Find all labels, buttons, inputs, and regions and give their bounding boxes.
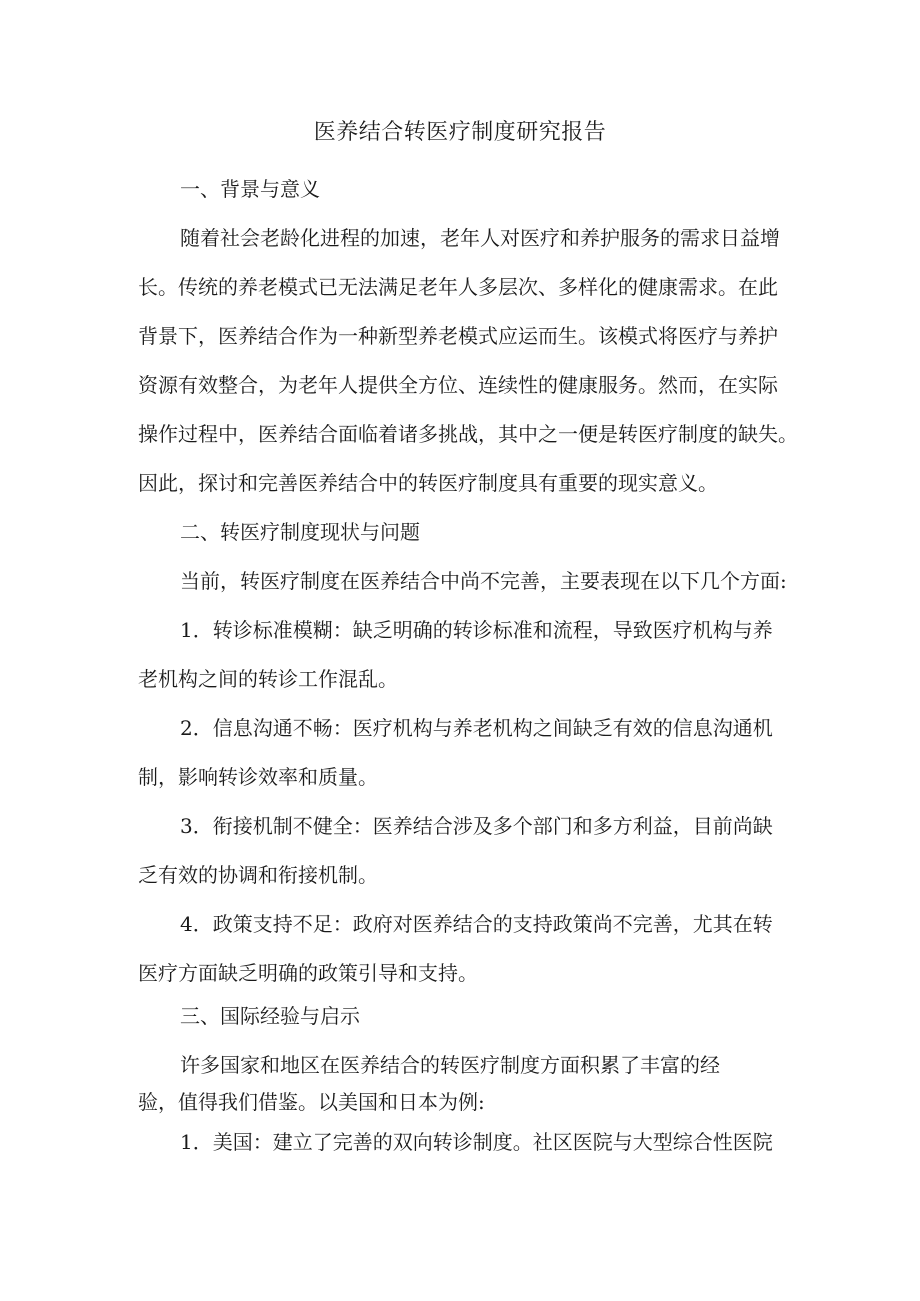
- paragraph-line: 操作过程中，医养结合面临着诸多挑战，其中之一便是转医疗制度的缺失。: [138, 422, 798, 446]
- section-heading-international: 三、国际经验与启示: [180, 1004, 360, 1028]
- list-item-line: 2．信息沟通不畅：医疗机构与养老机构之间缺乏有效的信息沟通机: [180, 716, 773, 740]
- section-heading-status: 二、转医疗制度现状与问题: [180, 520, 420, 544]
- paragraph-line: 长。传统的养老模式已无法满足老年人多层次、多样化的健康需求。在此: [138, 275, 778, 299]
- paragraph-line: 许多国家和地区在医养结合的转医疗制度方面积累了丰富的经: [180, 1053, 720, 1077]
- section-heading-background: 一、背景与意义: [180, 177, 320, 201]
- document-title: 医养结合转医疗制度研究报告: [313, 120, 607, 145]
- list-item-line: 乏有效的协调和衔接机制。: [138, 863, 378, 887]
- paragraph-line: 验，值得我们借鉴。以美国和日本为例:: [138, 1090, 485, 1114]
- paragraph-line: 资源有效整合，为老年人提供全方位、连续性的健康服务。然而，在实际: [138, 373, 778, 397]
- list-item-line: 1．转诊标准模糊：缺乏明确的转诊标准和流程，导致医疗机构与养: [180, 618, 773, 642]
- list-item-line: 制，影响转诊效率和质量。: [138, 765, 378, 789]
- paragraph-line: 背景下，医养结合作为一种新型养老模式应运而生。该模式将医疗与养护: [138, 324, 778, 348]
- list-item-line: 医疗方面缺乏明确的政策引导和支持。: [138, 961, 478, 985]
- paragraph-line: 因此，探讨和完善医养结合中的转医疗制度具有重要的现实意义。: [138, 471, 718, 495]
- paragraph-line: 随着社会老龄化进程的加速，老年人对医疗和养护服务的需求日益增: [180, 226, 780, 250]
- list-item-line: 3．衔接机制不健全：医养结合涉及多个部门和多方利益，目前尚缺: [180, 814, 773, 838]
- list-item-line: 1．美国：建立了完善的双向转诊制度。社区医院与大型综合性医院: [180, 1130, 773, 1154]
- list-item-line: 老机构之间的转诊工作混乱。: [138, 667, 398, 691]
- paragraph-line: 当前，转医疗制度在医养结合中尚不完善，主要表现在以下几个方面:: [180, 569, 787, 593]
- list-item-line: 4．政策支持不足：政府对医养结合的支持政策尚不完善，尤其在转: [180, 912, 773, 936]
